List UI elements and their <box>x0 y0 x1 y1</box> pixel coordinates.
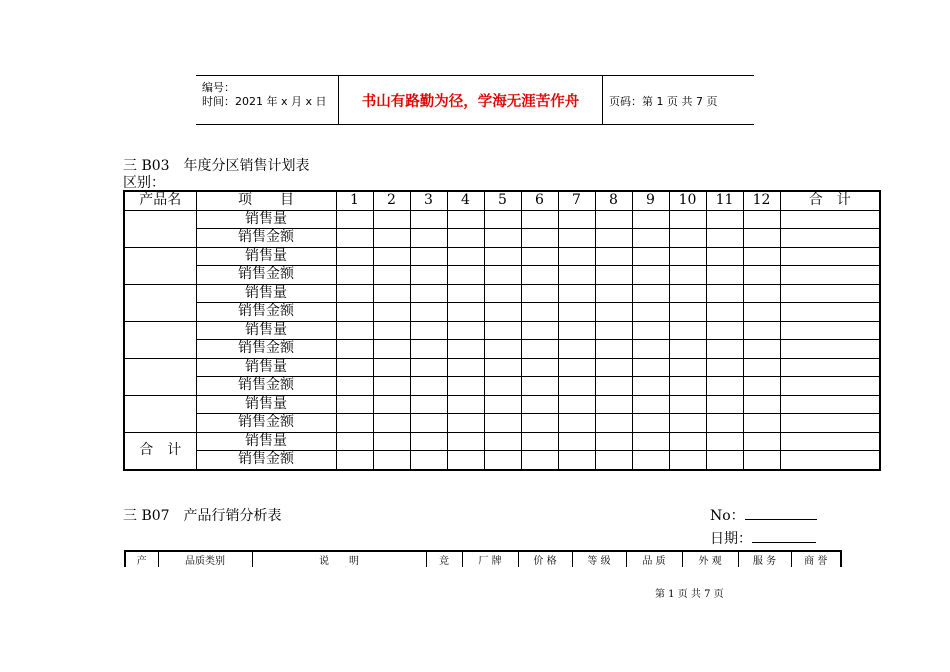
data-cell[interactable] <box>558 247 595 266</box>
data-cell[interactable] <box>521 395 558 414</box>
analysis-header-cell: 价 格 <box>518 551 572 567</box>
data-cell[interactable] <box>521 284 558 303</box>
header-month-2: 2 <box>373 191 410 210</box>
row-label-sales-qty: 销售量 <box>196 210 336 229</box>
data-cell[interactable] <box>632 414 669 433</box>
data-cell[interactable] <box>521 432 558 451</box>
data-cell[interactable] <box>484 377 521 396</box>
data-cell[interactable] <box>373 321 410 340</box>
data-cell[interactable] <box>373 395 410 414</box>
data-cell[interactable] <box>780 432 880 451</box>
data-cell[interactable] <box>780 377 880 396</box>
data-cell[interactable] <box>780 340 880 359</box>
analysis-header-cell: 服 务 <box>738 551 791 567</box>
data-cell[interactable] <box>484 321 521 340</box>
data-cell[interactable] <box>410 303 447 322</box>
data-cell[interactable] <box>484 210 521 229</box>
data-cell[interactable] <box>706 395 743 414</box>
data-cell[interactable] <box>336 303 373 322</box>
data-cell[interactable] <box>595 303 632 322</box>
data-cell[interactable] <box>669 451 706 470</box>
data-cell[interactable] <box>669 432 706 451</box>
data-cell[interactable] <box>706 377 743 396</box>
data-cell[interactable] <box>521 451 558 470</box>
data-cell[interactable] <box>336 247 373 266</box>
data-cell[interactable] <box>336 229 373 248</box>
data-cell[interactable] <box>447 247 484 266</box>
header-month-7: 7 <box>558 191 595 210</box>
table-row <box>124 451 880 470</box>
header-product-name: 产品名 <box>124 191 196 210</box>
data-cell[interactable] <box>632 432 669 451</box>
data-cell[interactable] <box>521 414 558 433</box>
data-cell[interactable] <box>484 395 521 414</box>
data-cell[interactable] <box>780 284 880 303</box>
data-cell[interactable] <box>336 377 373 396</box>
table-row <box>124 210 880 229</box>
header-month-3: 3 <box>410 191 447 210</box>
data-cell[interactable] <box>706 303 743 322</box>
data-cell[interactable] <box>336 414 373 433</box>
data-cell[interactable] <box>410 266 447 285</box>
data-cell[interactable] <box>484 229 521 248</box>
row-label-sales-qty: 销售量 <box>196 358 336 377</box>
data-cell[interactable] <box>521 321 558 340</box>
header-month-6: 6 <box>521 191 558 210</box>
data-cell[interactable] <box>632 321 669 340</box>
row-label-sales-amount: 销售金额 <box>196 414 336 433</box>
data-cell[interactable] <box>558 284 595 303</box>
data-cell[interactable] <box>558 321 595 340</box>
data-cell[interactable] <box>447 266 484 285</box>
data-cell[interactable] <box>632 451 669 470</box>
header-month-8: 8 <box>595 191 632 210</box>
data-cell[interactable] <box>410 451 447 470</box>
data-cell[interactable] <box>484 303 521 322</box>
data-cell[interactable] <box>595 321 632 340</box>
header-month-1: 1 <box>336 191 373 210</box>
section1-title: 三 B03 年度分区销售计划表 <box>123 158 310 174</box>
data-cell[interactable] <box>521 358 558 377</box>
product-name-cell[interactable] <box>124 210 196 247</box>
data-cell[interactable] <box>410 395 447 414</box>
data-cell[interactable] <box>632 395 669 414</box>
data-cell[interactable] <box>447 414 484 433</box>
data-cell[interactable] <box>336 358 373 377</box>
data-cell[interactable] <box>743 266 780 285</box>
data-cell[interactable] <box>706 247 743 266</box>
data-cell[interactable] <box>373 266 410 285</box>
motto: 书山有路勤为径，学海无涯苦作舟 <box>339 76 603 124</box>
data-cell[interactable] <box>595 414 632 433</box>
data-cell[interactable] <box>780 303 880 322</box>
header-month-11: 11 <box>706 191 743 210</box>
data-cell[interactable] <box>743 358 780 377</box>
data-cell[interactable] <box>447 451 484 470</box>
data-cell[interactable] <box>447 432 484 451</box>
document-header <box>196 75 754 125</box>
data-cell[interactable] <box>595 432 632 451</box>
data-cell[interactable] <box>447 340 484 359</box>
data-cell[interactable] <box>558 303 595 322</box>
data-cell[interactable] <box>336 266 373 285</box>
data-cell[interactable] <box>743 432 780 451</box>
data-cell[interactable] <box>669 284 706 303</box>
data-cell[interactable] <box>373 358 410 377</box>
data-cell[interactable] <box>484 414 521 433</box>
data-cell[interactable] <box>706 432 743 451</box>
row-label-sales-amount: 销售金额 <box>196 451 336 470</box>
analysis-header-cell: 商 誉 <box>791 551 841 567</box>
data-cell[interactable] <box>373 210 410 229</box>
data-cell[interactable] <box>632 210 669 229</box>
data-cell[interactable] <box>780 451 880 470</box>
data-cell[interactable] <box>484 266 521 285</box>
data-cell[interactable] <box>743 247 780 266</box>
table-row <box>124 340 880 359</box>
data-cell[interactable] <box>669 321 706 340</box>
data-cell[interactable] <box>595 451 632 470</box>
data-cell[interactable] <box>595 284 632 303</box>
data-cell[interactable] <box>336 284 373 303</box>
data-cell[interactable] <box>447 395 484 414</box>
analysis-header-cell: 品 质 <box>626 551 682 567</box>
data-cell[interactable] <box>447 377 484 396</box>
data-cell[interactable] <box>410 414 447 433</box>
data-cell[interactable] <box>558 358 595 377</box>
data-cell[interactable] <box>447 284 484 303</box>
header-month-4: 4 <box>447 191 484 210</box>
data-cell[interactable] <box>669 340 706 359</box>
date-field <box>710 528 816 548</box>
data-cell[interactable] <box>521 340 558 359</box>
region-label: 区别： <box>123 175 165 191</box>
no-field <box>710 505 817 525</box>
data-cell[interactable] <box>447 358 484 377</box>
data-cell[interactable] <box>743 321 780 340</box>
row-label-sales-amount: 销售金额 <box>196 229 336 248</box>
data-cell[interactable] <box>706 266 743 285</box>
data-cell[interactable] <box>632 284 669 303</box>
data-cell[interactable] <box>669 414 706 433</box>
row-label-sales-qty: 销售量 <box>196 432 336 451</box>
row-label-sales-amount: 销售金额 <box>196 266 336 285</box>
data-cell[interactable] <box>558 432 595 451</box>
data-cell[interactable] <box>780 395 880 414</box>
data-cell[interactable] <box>484 284 521 303</box>
data-cell[interactable] <box>706 340 743 359</box>
data-cell[interactable] <box>410 247 447 266</box>
header-meta-cell <box>196 76 339 124</box>
data-cell[interactable] <box>632 229 669 248</box>
data-cell[interactable] <box>595 395 632 414</box>
table-row <box>124 395 880 414</box>
table-row <box>124 321 880 340</box>
data-cell[interactable] <box>558 451 595 470</box>
data-cell[interactable] <box>336 451 373 470</box>
header-month-5: 5 <box>484 191 521 210</box>
data-cell[interactable] <box>521 247 558 266</box>
data-cell[interactable] <box>336 321 373 340</box>
data-cell[interactable] <box>484 340 521 359</box>
header-month-9: 9 <box>632 191 669 210</box>
analysis-header-cell: 竞 <box>426 551 462 567</box>
data-cell[interactable] <box>706 284 743 303</box>
data-cell[interactable] <box>521 210 558 229</box>
analysis-header-row <box>125 551 841 567</box>
table-row <box>124 432 880 451</box>
data-cell[interactable] <box>743 229 780 248</box>
table-row <box>124 377 880 396</box>
data-cell[interactable] <box>558 395 595 414</box>
data-cell[interactable] <box>780 266 880 285</box>
data-cell[interactable] <box>743 377 780 396</box>
footer-page-number: 第 1 页 共 7 页 <box>655 589 724 600</box>
analysis-header-cell: 厂 牌 <box>462 551 518 567</box>
row-label-sales-qty: 销售量 <box>196 284 336 303</box>
data-cell[interactable] <box>558 210 595 229</box>
data-cell[interactable] <box>484 358 521 377</box>
row-label-sales-amount: 销售金额 <box>196 377 336 396</box>
header-month-10: 10 <box>669 191 706 210</box>
data-cell[interactable] <box>780 414 880 433</box>
data-cell[interactable] <box>669 210 706 229</box>
data-cell[interactable] <box>336 340 373 359</box>
data-cell[interactable] <box>669 266 706 285</box>
row-label-sales-qty: 销售量 <box>196 321 336 340</box>
header-page-number: 页码：第 1 页 共 7 页 <box>609 95 718 108</box>
data-cell[interactable] <box>447 321 484 340</box>
header-item: 项 目 <box>196 191 336 210</box>
data-cell[interactable] <box>632 340 669 359</box>
data-cell[interactable] <box>595 340 632 359</box>
data-cell[interactable] <box>336 432 373 451</box>
data-cell[interactable] <box>447 229 484 248</box>
data-cell[interactable] <box>484 247 521 266</box>
table-row <box>124 303 880 322</box>
data-cell[interactable] <box>706 414 743 433</box>
data-cell[interactable] <box>706 358 743 377</box>
data-cell[interactable] <box>632 377 669 396</box>
data-cell[interactable] <box>410 210 447 229</box>
table-row <box>124 229 880 248</box>
data-cell[interactable] <box>743 340 780 359</box>
data-cell[interactable] <box>484 432 521 451</box>
data-cell[interactable] <box>669 229 706 248</box>
header-total: 合 计 <box>780 191 880 210</box>
data-cell[interactable] <box>669 247 706 266</box>
data-cell[interactable] <box>558 414 595 433</box>
data-cell[interactable] <box>373 340 410 359</box>
row-label-sales-qty: 销售量 <box>196 395 336 414</box>
data-cell[interactable] <box>373 451 410 470</box>
plan-header-row <box>124 191 880 210</box>
product-analysis-table <box>124 550 842 567</box>
data-cell[interactable] <box>706 321 743 340</box>
data-cell[interactable] <box>484 451 521 470</box>
data-cell[interactable] <box>558 377 595 396</box>
data-cell[interactable] <box>558 340 595 359</box>
data-cell[interactable] <box>743 414 780 433</box>
section2-title: 三 B07 产品行销分析表 <box>123 508 282 524</box>
data-cell[interactable] <box>743 210 780 229</box>
data-cell[interactable] <box>336 395 373 414</box>
data-cell[interactable] <box>780 358 880 377</box>
data-cell[interactable] <box>743 303 780 322</box>
data-cell[interactable] <box>410 377 447 396</box>
data-cell[interactable] <box>632 266 669 285</box>
data-cell[interactable] <box>558 229 595 248</box>
data-cell[interactable] <box>595 229 632 248</box>
data-cell[interactable] <box>669 377 706 396</box>
data-cell[interactable] <box>595 210 632 229</box>
data-cell[interactable] <box>373 229 410 248</box>
data-cell[interactable] <box>669 303 706 322</box>
product-name-cell[interactable] <box>124 321 196 358</box>
product-name-cell[interactable] <box>124 358 196 395</box>
data-cell[interactable] <box>706 229 743 248</box>
table-row <box>124 358 880 377</box>
product-name-cell[interactable] <box>124 284 196 321</box>
data-cell[interactable] <box>706 210 743 229</box>
data-cell[interactable] <box>410 229 447 248</box>
analysis-header-cell: 品质类别 <box>158 551 252 567</box>
date-label: 日期： <box>710 531 752 547</box>
data-cell[interactable] <box>780 321 880 340</box>
analysis-header-cell: 外 观 <box>682 551 738 567</box>
data-cell[interactable] <box>410 358 447 377</box>
table-row <box>124 414 880 433</box>
table-row <box>124 247 880 266</box>
data-cell[interactable] <box>743 451 780 470</box>
time-text: 时间：2021 年 x 月 x 日 <box>202 95 327 108</box>
data-cell[interactable] <box>521 229 558 248</box>
data-cell[interactable] <box>336 210 373 229</box>
product-name-cell[interactable] <box>124 395 196 432</box>
data-cell[interactable] <box>410 321 447 340</box>
data-cell[interactable] <box>743 284 780 303</box>
data-cell[interactable] <box>780 229 880 248</box>
data-cell[interactable] <box>373 414 410 433</box>
data-cell[interactable] <box>706 451 743 470</box>
row-label-sales-qty: 销售量 <box>196 247 336 266</box>
data-cell[interactable] <box>595 247 632 266</box>
table-row <box>124 266 880 285</box>
data-cell[interactable] <box>669 358 706 377</box>
product-name-cell[interactable] <box>124 247 196 284</box>
data-cell[interactable] <box>743 395 780 414</box>
number-label: 编号： <box>202 81 235 94</box>
data-cell[interactable] <box>410 340 447 359</box>
header-month-12: 12 <box>743 191 780 210</box>
table-row <box>124 284 880 303</box>
sales-plan-table <box>123 190 881 471</box>
data-cell[interactable] <box>558 266 595 285</box>
data-cell[interactable] <box>595 377 632 396</box>
analysis-header-cell: 说 明 <box>252 551 426 567</box>
total-row-label: 合 计 <box>124 432 196 470</box>
data-cell[interactable] <box>632 303 669 322</box>
data-cell[interactable] <box>780 247 880 266</box>
data-cell[interactable] <box>447 210 484 229</box>
analysis-header-cell: 等 级 <box>572 551 626 567</box>
date-input-line[interactable] <box>752 528 816 543</box>
data-cell[interactable] <box>373 303 410 322</box>
data-cell[interactable] <box>373 432 410 451</box>
data-cell[interactable] <box>595 358 632 377</box>
row-label-sales-amount: 销售金额 <box>196 340 336 359</box>
data-cell[interactable] <box>373 284 410 303</box>
data-cell[interactable] <box>410 284 447 303</box>
data-cell[interactable] <box>410 432 447 451</box>
analysis-header-cell: 产 <box>136 556 147 567</box>
data-cell[interactable] <box>447 303 484 322</box>
row-label-sales-amount: 销售金额 <box>196 303 336 322</box>
data-cell[interactable] <box>373 247 410 266</box>
data-cell[interactable] <box>780 210 880 229</box>
data-cell[interactable] <box>595 266 632 285</box>
data-cell[interactable] <box>521 377 558 396</box>
no-label: No： <box>710 508 745 524</box>
data-cell[interactable] <box>632 358 669 377</box>
data-cell[interactable] <box>632 247 669 266</box>
no-input-line[interactable] <box>745 505 817 520</box>
data-cell[interactable] <box>521 303 558 322</box>
data-cell[interactable] <box>521 266 558 285</box>
data-cell[interactable] <box>669 395 706 414</box>
data-cell[interactable] <box>373 377 410 396</box>
